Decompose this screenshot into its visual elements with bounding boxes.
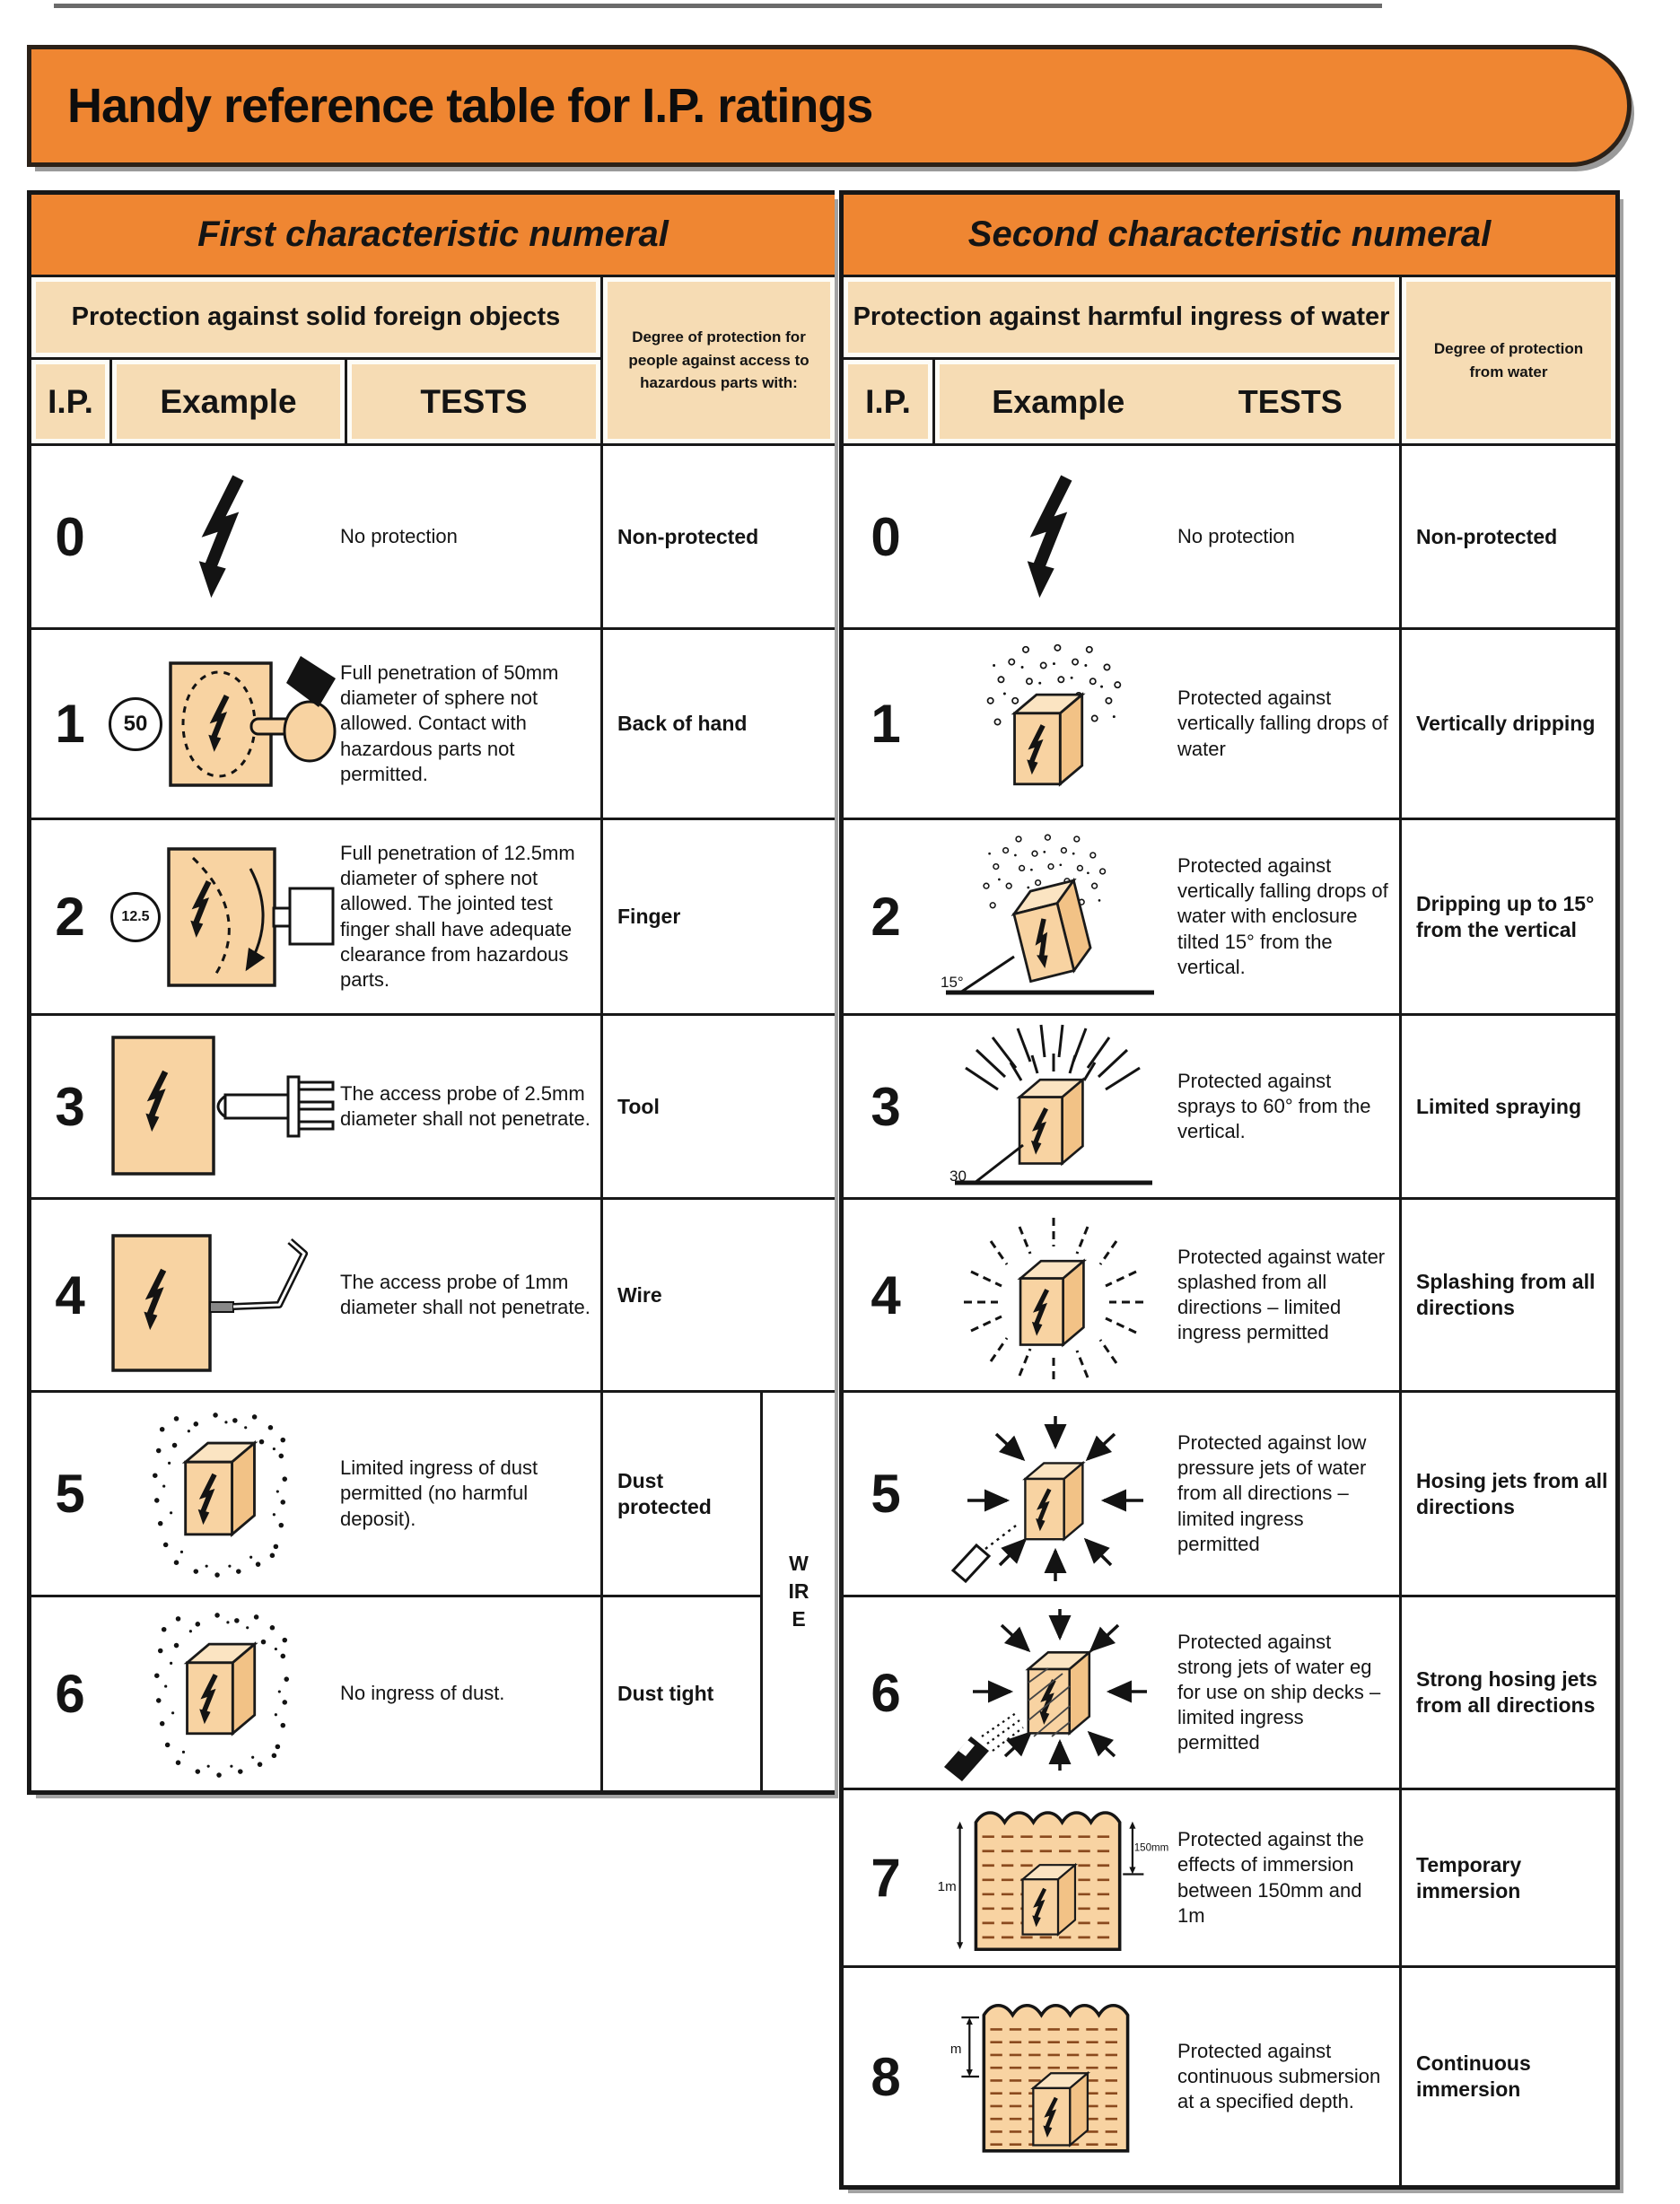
degree-of-protection: Dust protected <box>603 1393 763 1597</box>
degree-of-protection: Non-protected <box>1402 446 1615 630</box>
depth-dimension-label: m <box>949 2042 962 2058</box>
sphere-diameter-badge <box>109 697 162 751</box>
example-illustration <box>928 1600 1176 1785</box>
column-header-tests: TESTS <box>347 360 603 446</box>
spray-angle-label: 30 <box>949 1168 967 1185</box>
table-row <box>844 630 1402 820</box>
sphere-hand-test-icon <box>168 647 338 801</box>
ip-rating-number: 1 <box>55 694 85 754</box>
scan-edge-line <box>54 4 1382 8</box>
wire-probe-test-icon <box>110 1216 337 1374</box>
first-numeral-table <box>27 190 835 1795</box>
ip-rating-number: 0 <box>55 506 85 567</box>
tests-description: The access probe of 1mm diameter shall not penetrate. <box>340 1270 591 1318</box>
ip-rating-number: 2 <box>871 887 901 947</box>
example-illustration <box>928 1404 1176 1585</box>
temporary-immersion-enclosure-icon <box>928 1792 1176 1964</box>
tests-description: Protected against low pressure jets of water from all directions – limited ingress permitted <box>1177 1431 1367 1555</box>
ip-rating-number: 3 <box>871 1076 901 1137</box>
example-illustration <box>109 647 338 801</box>
dust-tight-enclosure-icon <box>134 1608 313 1780</box>
example-illustration <box>928 831 1176 1003</box>
ip-rating-number: 5 <box>871 1464 901 1524</box>
table-row <box>844 1968 1402 2185</box>
section-title-second-numeral: Second characteristic numeral <box>844 195 1615 277</box>
example-illustration <box>928 1792 1176 1964</box>
tests-description: The access probe of 2.5mm diameter shall not penetrate. <box>340 1081 591 1130</box>
degree-header-water: Degree of protection from water <box>1402 277 1615 446</box>
ip-rating-number: 6 <box>55 1664 85 1724</box>
sphere-diameter-badge <box>110 892 161 942</box>
tests-description: No ingress of dust. <box>340 1682 505 1705</box>
degree-of-protection: Dripping up to 15° from the vertical <box>1402 820 1615 1016</box>
splash-all-directions-enclosure-icon <box>928 1207 1176 1383</box>
ip-rating-number: 7 <box>871 1848 901 1908</box>
depth-dimension-label: 1m <box>937 1878 957 1894</box>
example-illustration <box>109 1608 338 1780</box>
dust-protected-enclosure-icon <box>134 1406 313 1582</box>
example-illustration <box>928 1207 1176 1383</box>
second-numeral-table <box>839 190 1620 2190</box>
table-row <box>31 1200 603 1393</box>
water-jets-enclosure-icon <box>928 1404 1176 1585</box>
table-row <box>844 1790 1402 1968</box>
tests-description: Full penetration of 50mm diameter of sphere not allowed. Contact with hazardous parts not permitted. <box>340 661 559 785</box>
degree-of-protection: Continuous immersion <box>1402 1968 1615 2185</box>
degree-of-protection: Tool <box>603 1016 835 1200</box>
tool-probe-test-icon <box>110 1030 337 1183</box>
degree-of-protection: Splashing from all directions <box>1402 1200 1615 1393</box>
table-row <box>31 1597 603 1790</box>
tests-description: Protected against vertically falling drops of water with enclosure tilted 15° from the vertical. <box>1177 854 1388 978</box>
ip-rating-number: 3 <box>55 1076 85 1137</box>
ip-rating-number: 1 <box>871 694 901 754</box>
degree-of-protection: Hosing jets from all directions <box>1402 1393 1615 1597</box>
degree-header-access: Degree of protection for people against access to hazardous parts with: <box>603 277 835 446</box>
tilted-dripping-enclosure-icon <box>928 831 1176 1003</box>
table-row <box>844 1393 1402 1597</box>
ip-rating-number: 8 <box>871 2046 901 2107</box>
tests-description: Protected against strong jets of water eg for use on ship decks – limited ingress permitted <box>1177 1630 1381 1754</box>
table-row <box>844 1597 1402 1790</box>
ip-rating-number: 0 <box>871 506 901 567</box>
degree-of-protection: Dust tight <box>603 1597 763 1790</box>
example-illustration <box>109 1030 338 1183</box>
table-row <box>844 1200 1402 1393</box>
ip-rating-number: 4 <box>871 1264 901 1325</box>
continuous-immersion-enclosure-icon <box>928 1982 1176 2171</box>
degree-of-protection: Vertically dripping <box>1402 630 1615 820</box>
lightning-bolt-icon <box>192 465 255 608</box>
tests-description: Protected against vertically falling drops of water <box>1177 687 1388 760</box>
degree-of-protection: Temporary immersion <box>1402 1790 1615 1968</box>
example-illustration <box>109 1406 338 1582</box>
ip-rating-number: 5 <box>55 1464 85 1524</box>
group-header-water-ingress: Protection against harmful ingress of water <box>844 277 1402 360</box>
degree-of-protection: Limited spraying <box>1402 1016 1615 1200</box>
degree-of-protection: Wire <box>603 1200 835 1393</box>
column-header-example-tests <box>935 360 1402 446</box>
dripping-water-enclosure-icon <box>949 641 1155 807</box>
level-dimension-label: 150mm <box>1133 1842 1169 1854</box>
jointed-finger-test-icon <box>166 838 337 996</box>
column-header-ip: I.P. <box>844 360 935 446</box>
degree-of-protection: Finger <box>603 820 835 1016</box>
lightning-bolt-icon <box>1020 465 1083 608</box>
page-title-banner <box>27 45 1632 167</box>
wire-span-cell <box>763 1393 835 1790</box>
column-header-ip: I.P. <box>31 360 112 446</box>
table-row <box>844 820 1402 1016</box>
tests-description: Limited ingress of dust permitted (no harmful deposit). <box>340 1456 538 1530</box>
table-row <box>31 630 603 820</box>
example-illustration <box>109 1216 338 1374</box>
strong-jets-enclosure-icon <box>928 1600 1176 1785</box>
tests-description: Protected against continuous submersion at a specified depth. <box>1177 2039 1381 2113</box>
degree-of-protection: Non-protected <box>603 446 835 630</box>
group-header-solid-objects: Protection against solid foreign objects <box>31 277 603 360</box>
tests-description: No protection <box>340 524 458 547</box>
example-illustration <box>928 1021 1176 1192</box>
column-header-tests: TESTS <box>1238 382 1343 420</box>
spray-60deg-enclosure-icon <box>928 1021 1176 1192</box>
section-title-first-numeral: First characteristic numeral <box>31 195 835 277</box>
table-row <box>844 1016 1402 1200</box>
degree-of-protection: Back of hand <box>603 630 835 820</box>
wire-vertical-label: WIRE <box>788 1552 809 1631</box>
table-row <box>31 1393 603 1597</box>
tests-description: Protected against water splashed from all directions – limited ingress permitted <box>1177 1245 1386 1344</box>
table-row <box>844 446 1402 630</box>
ip-rating-number: 6 <box>871 1662 901 1723</box>
table-row <box>31 820 603 1016</box>
badge-label: 12.5 <box>121 908 150 924</box>
badge-label: 50 <box>123 711 148 736</box>
tests-description: No protection <box>1177 524 1295 547</box>
degree-of-protection: Strong hosing jets from all directions <box>1402 1597 1615 1790</box>
column-header-example: Example <box>112 360 347 446</box>
example-illustration <box>928 641 1176 807</box>
tests-description: Full penetration of 12.5mm diameter of sphere not allowed. The jointed test finger shall have adequate clearance from hazardous parts. <box>340 842 575 991</box>
ip-rating-number: 4 <box>55 1264 85 1325</box>
table-row <box>31 446 603 630</box>
tilt-angle-label: 15° <box>941 973 964 991</box>
tests-description: Protected against sprays to 60° from the vertical. <box>1177 1069 1371 1143</box>
example-illustration <box>109 465 338 608</box>
column-header-example: Example <box>992 382 1125 420</box>
table-row <box>31 1016 603 1200</box>
tests-description: Protected against the effects of immersion between 150mm and 1m <box>1177 1828 1364 1927</box>
page-title: Handy reference table for I.P. ratings <box>67 79 873 133</box>
example-illustration <box>109 838 338 996</box>
example-illustration <box>928 465 1176 608</box>
ip-rating-number: 2 <box>55 887 85 947</box>
example-illustration <box>928 1982 1176 2171</box>
